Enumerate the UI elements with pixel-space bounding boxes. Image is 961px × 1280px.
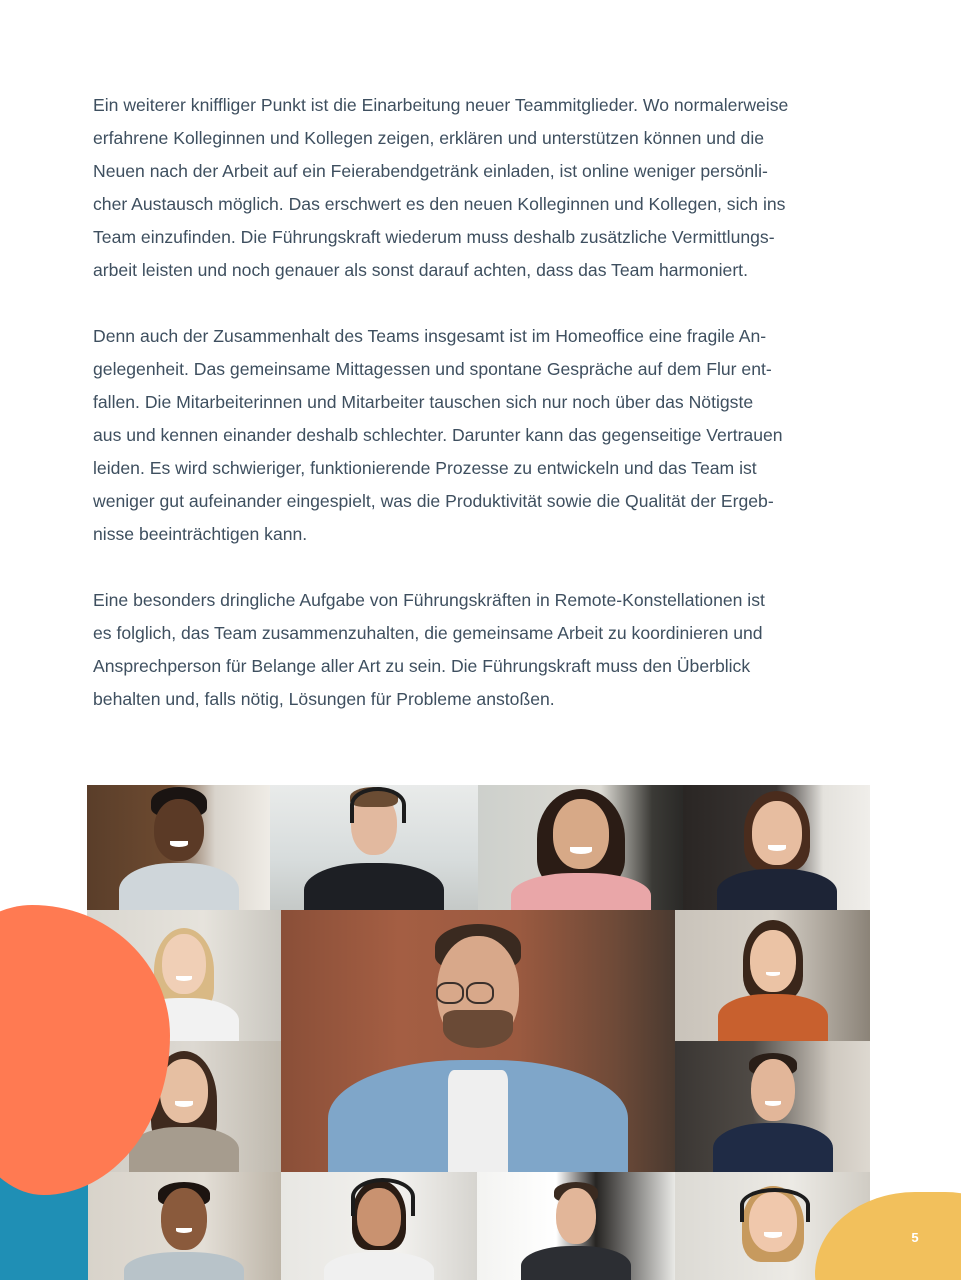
video-tile-main bbox=[281, 910, 675, 1172]
body-text bbox=[93, 89, 873, 749]
text-line: gelegenheit. Das gemeinsame Mittagessen und spontane Gespräche auf dem Flur ent- bbox=[93, 359, 772, 379]
video-tile bbox=[477, 1172, 675, 1280]
video-call-grid-photo bbox=[87, 785, 870, 1280]
video-tile bbox=[683, 785, 870, 910]
video-tile bbox=[675, 1041, 870, 1172]
text-line: nisse beeinträchtigen kann. bbox=[93, 524, 308, 544]
paragraph-1 bbox=[93, 89, 873, 287]
video-tile bbox=[281, 1172, 477, 1280]
paragraph-3 bbox=[93, 584, 873, 716]
text-line: Denn auch der Zusammenhalt des Teams insgesamt ist im Homeoffice eine fragile An- bbox=[93, 326, 767, 346]
text-line: fallen. Die Mitarbeiterinnen und Mitarbeiter tauschen sich nur noch über das Nötigste bbox=[93, 392, 754, 412]
text-line: erfahrene Kolleginnen und Kollegen zeigen, erklären und unterstützen können und die bbox=[93, 128, 765, 148]
page-number: 5 bbox=[911, 1230, 919, 1245]
text-line: Team einzufinden. Die Führungskraft wiederum muss deshalb zusätzliche Vermittlungs- bbox=[93, 227, 775, 247]
video-tile bbox=[675, 910, 870, 1041]
video-tile bbox=[270, 785, 478, 910]
text-line: behalten und, falls nötig, Lösungen für Probleme anstoßen. bbox=[93, 689, 555, 709]
text-line: leiden. Es wird schwieriger, funktionierende Prozesse zu entwickeln und das Team ist bbox=[93, 458, 757, 478]
text-line: arbeit leisten und noch genauer als sonst darauf achten, dass das Team harmoniert. bbox=[93, 260, 748, 280]
text-line: Neuen nach der Arbeit auf ein Feierabendgetränk einladen, ist online weniger persönli- bbox=[93, 161, 768, 181]
text-line: cher Austausch möglich. Das erschwert es den neuen Kolleginnen und Kollegen, sich ins bbox=[93, 194, 786, 214]
text-line: aus und kennen einander deshalb schlechter. Darunter kann das gegenseitige Vertrauen bbox=[93, 425, 783, 445]
text-line: Ein weiterer kniffliger Punkt ist die Einarbeitung neuer Teammitglieder. Wo normalerweise bbox=[93, 95, 789, 115]
text-line: Eine besonders dringliche Aufgabe von Führungskräften in Remote-Konstellationen ist bbox=[93, 590, 765, 610]
video-tile bbox=[87, 785, 270, 910]
video-tile bbox=[478, 785, 683, 910]
text-line: Ansprechperson für Belange aller Art zu sein. Die Führungskraft muss den Überblick bbox=[93, 656, 751, 676]
video-tile bbox=[87, 1172, 281, 1280]
text-line: weniger gut aufeinander eingespielt, was die Produktivität sowie die Qualität der Ergeb- bbox=[93, 491, 774, 511]
paragraph-2 bbox=[93, 320, 873, 551]
text-line: es folglich, das Team zusammenzuhalten, die gemeinsame Arbeit zu koordinieren und bbox=[93, 623, 763, 643]
